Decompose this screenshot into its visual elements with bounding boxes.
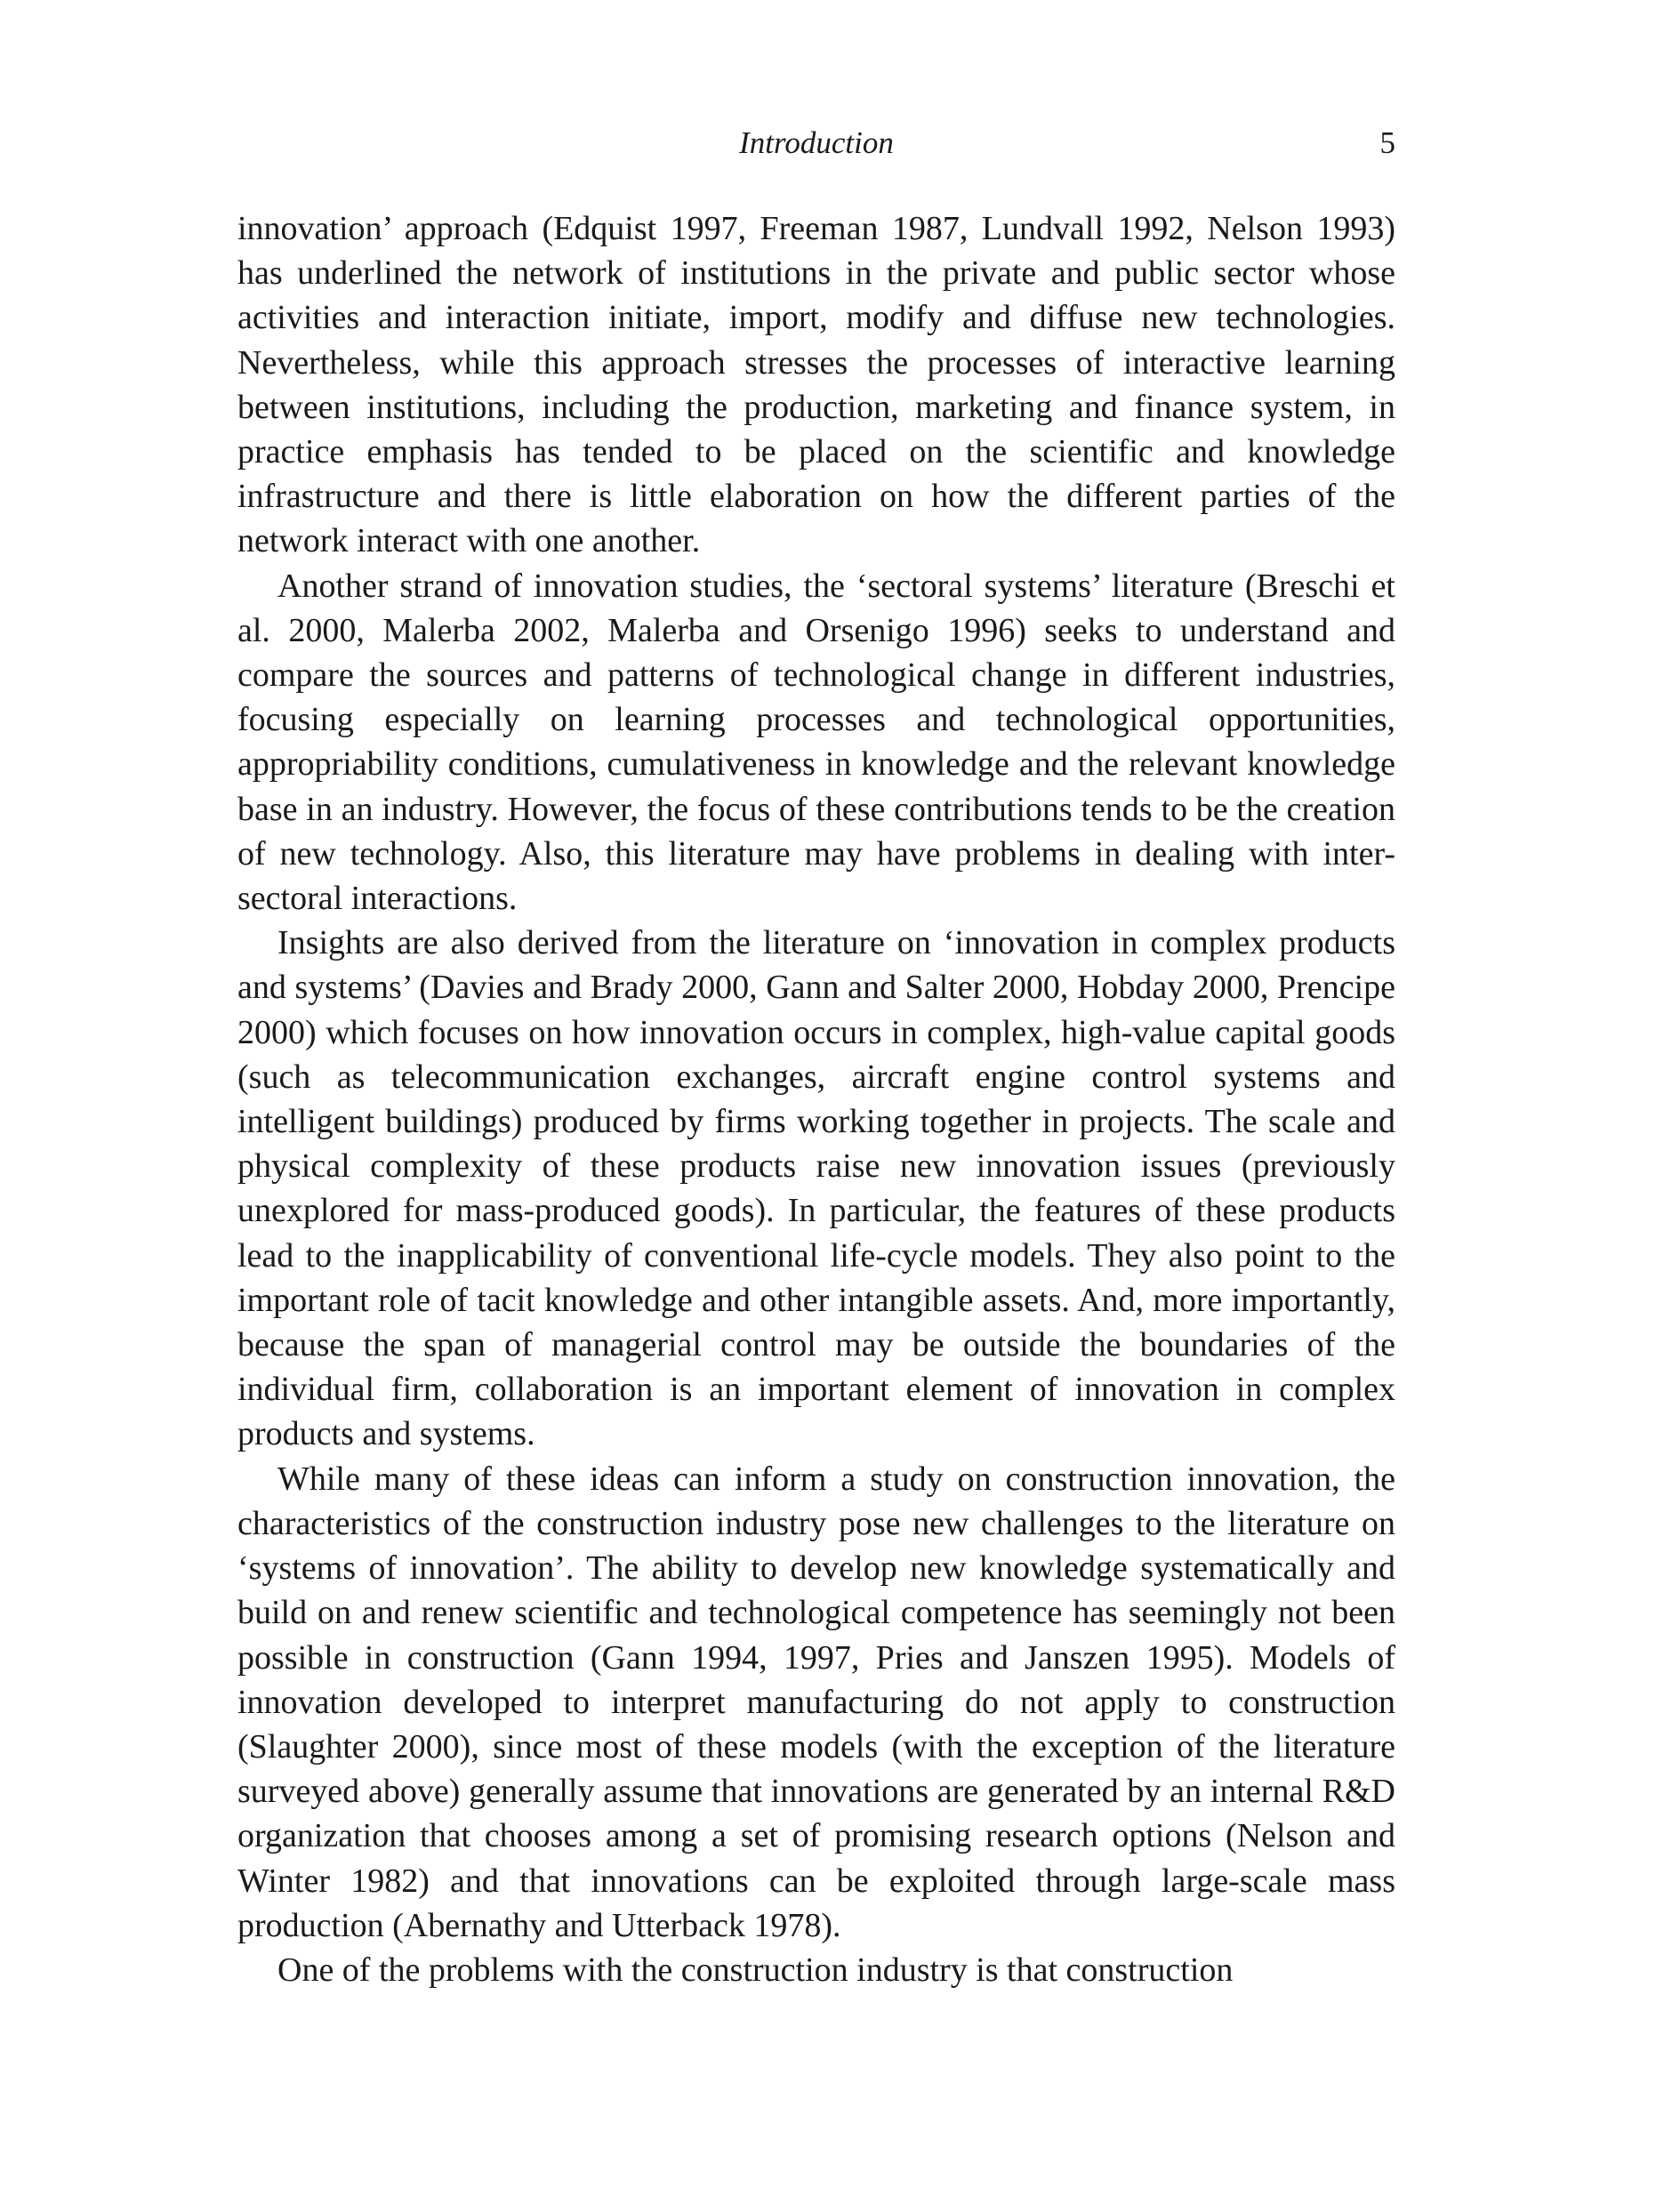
paragraph-4: While many of these ideas can inform a study on construction innovation, the characteristics of the construction industry pose new challenges to the literature on ‘systems of innovation’. The ability to develop new knowledge systematically and build on and renew scientific and technological competence has seemingly not been possible in construction (Gann 1994, 1997, Pries and Janszen 1995). Models of innovation developed to interpret manufacturing do not apply to construction (Slaughter 2000), since most of these models (with the exception of the literature surveyed above) generally assume that innovations are generated by an internal R&D organization that chooses among a set of promising research options (Nelson and Winter 1982) and that innovations can be exploited through large-scale mass production (Abernathy and Utterback 1978). [237, 1460, 1395, 1944]
page-number: 5 [1379, 125, 1395, 160]
running-header [237, 121, 1395, 165]
body-text [237, 206, 1395, 1992]
paragraph-3: Insights are also derived from the literature on ‘innovation in complex products and systems’ (Davies and Brady 2000, Gann and Salter 2000, Hobday 2000, Prencipe 2000) which focuses on how innovation occurs in complex, high-value capital goods (such as telecommunication exchanges, aircraft engine control systems and intelligent buildings) produced by firms working together in projects. The scale and physical complexity of these products raise new innovation issues (previously unexplored for mass-produced goods). In particular, the features of these products lead to the inapplicability of conventional life-cycle models. They also point to the important role of tacit knowledge and other intangible assets. And, more importantly, because the span of managerial control may be outside the boundaries of the individual firm, collaboration is an important element of innovation in complex products and systems. [237, 924, 1395, 1453]
paragraph-2: Another strand of innovation studies, the ‘sectoral systems’ literature (Breschi et al. 2000, Malerba 2002, Malerba and Orsenigo 1996) seeks to understand and compare the sources and patterns of technological change in different industries, focusing especially on learning processes and technological opportunities, appropriability conditions, cumulativeness in knowledge and the relevant knowledge base in an industry. However, the focus of these contributions tends to be the creation of new technology. Also, this literature may have problems in dealing with inter-sectoral interactions. [237, 567, 1395, 918]
paragraph-1: innovation’ approach (Edquist 1997, Freeman 1987, Lundvall 1992, Nelson 1993) has underlined the network of institutions in the private and public sector whose activities and interaction initiate, import, modify and diffuse new technologies. Nevertheless, while this approach stresses the processes of interactive learning between institutions, including the production, marketing and finance system, in practice emphasis has tended to be placed on the scientific and knowledge infrastructure and there is little elaboration on how the different parties of the network interact with one another. [237, 210, 1395, 560]
paragraph-5: One of the problems with the construction industry is that construction [277, 1951, 1234, 1989]
running-title: Introduction [739, 125, 894, 160]
